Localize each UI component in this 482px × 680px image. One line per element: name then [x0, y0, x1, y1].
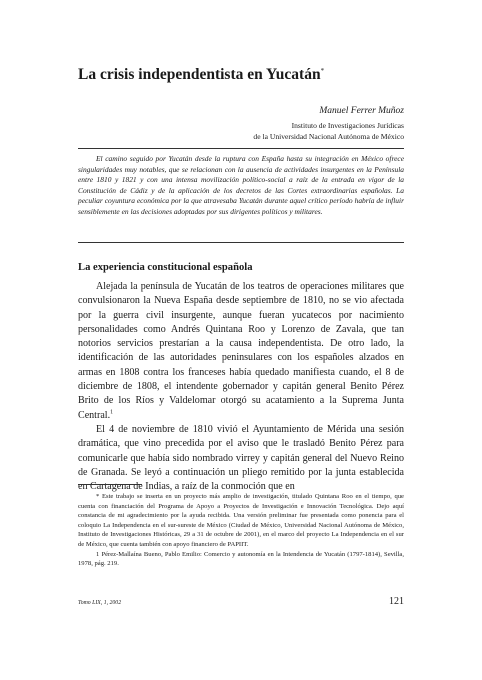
article-body — [78, 280, 404, 494]
body-paragraph — [78, 280, 404, 423]
body-paragraph: El 4 de noviembre de 1810 vivió el Ayuntamiento de Mérida una sesión dramática, que vino precedida por el aviso que le trasladó Benito Pérez para comunicarle que había sido nombrado virrey y capitán general del Nuevo Reino de Granada. Se leyó a continuación un pliego remitido por la junta establecida en Cartagena de Indias, a raíz de la conmoción que en — [78, 423, 404, 493]
footnote-reference: 1 — [110, 409, 114, 416]
footnote-1: 1 Pérez-Mallaína Bueno, Pablo Emilio: Comercio y autonomía en la Intendencia de Yucatán (1797-1814), Sevilla, 1978, pág. 219. — [78, 550, 404, 568]
article-title — [78, 66, 408, 84]
abstract-bottom-rule — [78, 242, 404, 243]
body-paragraph-text: Alejada la península de Yucatán de los teatros de operaciones militares que convulsionaron la Nueva España desde septiembre de 1810, no se vio afectada por la guerra civil insurgente, aunque fueran yucatecos por nacimiento personalidades como Andrés Quintana Roo y Lorenzo de Zavala, que tan notorios servicios prestarían a la causa independentista. De otro lado, la identificación de las autoridades peninsulares con los españoles alzados en armas en 1808 contra los franceses había quedado manifiesta cuando, el 8 de diciembre de 1808, el intendente gobernador y capitán general Benito Pérez Brito de los Ríos y Valdelomar otorgó su acatamiento a la Suprema Junta Central. — [78, 281, 404, 421]
footnotes — [78, 492, 404, 569]
page-number: 121 — [389, 596, 404, 607]
author-name: Manuel Ferrer Muñoz — [319, 106, 404, 116]
abstract-top-rule — [78, 148, 404, 149]
title-footnote-mark: * — [320, 66, 325, 75]
article-title-text: La crisis independentista en Yucatán — [78, 66, 321, 83]
footnote-separator — [78, 484, 142, 485]
footnote-star: * Este trabajo se inserta en un proyecto más amplio de investigación, titulado Quintana Roo en el tiempo, que cuenta con financiación del Programa de Apoyo a Proyectos de Investigación e Innovación Tecnológica. Dejo aquí constancia de mi agradecimiento por la ayuda recibida. Una versión preliminar fue presentada como ponencia para el coloquio La Independencia en el sur-sureste de México (Ciudad de México, Universidad Nacional Autónoma de México, Instituto de Investigaciones Históricas, 29 a 31 de octubre de 2001), en el marco del proyecto La Independencia en el sur de México, que cuenta también con apoyo financiero de PAPIIT. — [78, 493, 404, 548]
journal-volume: Tomo LIX, 1, 2002 — [78, 600, 122, 606]
section-heading: La experiencia constitucional española — [78, 262, 253, 273]
abstract: El camino seguido por Yucatán desde la ruptura con España hasta su integración en México ofrece singularidades muy notables, que se relacionan con la ausencia de actividades insurgentes en la Península entre 1810 y 1821 y con una intensa movilización político-social a raíz de la entrada en vigor de la Constitución de Cádiz y de la aplicación de los decretos de las Cortes extraordinarias españolas. La peculiar coyuntura económica por la que atravesaba Yucatán durante aquel crítico período habría de influir sensiblemente en las decisiones adoptadas por sus dirigentes políticos y militares. — [78, 154, 404, 216]
author-affiliation-line2: de la Universidad Nacional Autónoma de México — [253, 132, 404, 141]
author-affiliation-line1: Instituto de Investigaciones Jurídicas — [291, 121, 404, 130]
